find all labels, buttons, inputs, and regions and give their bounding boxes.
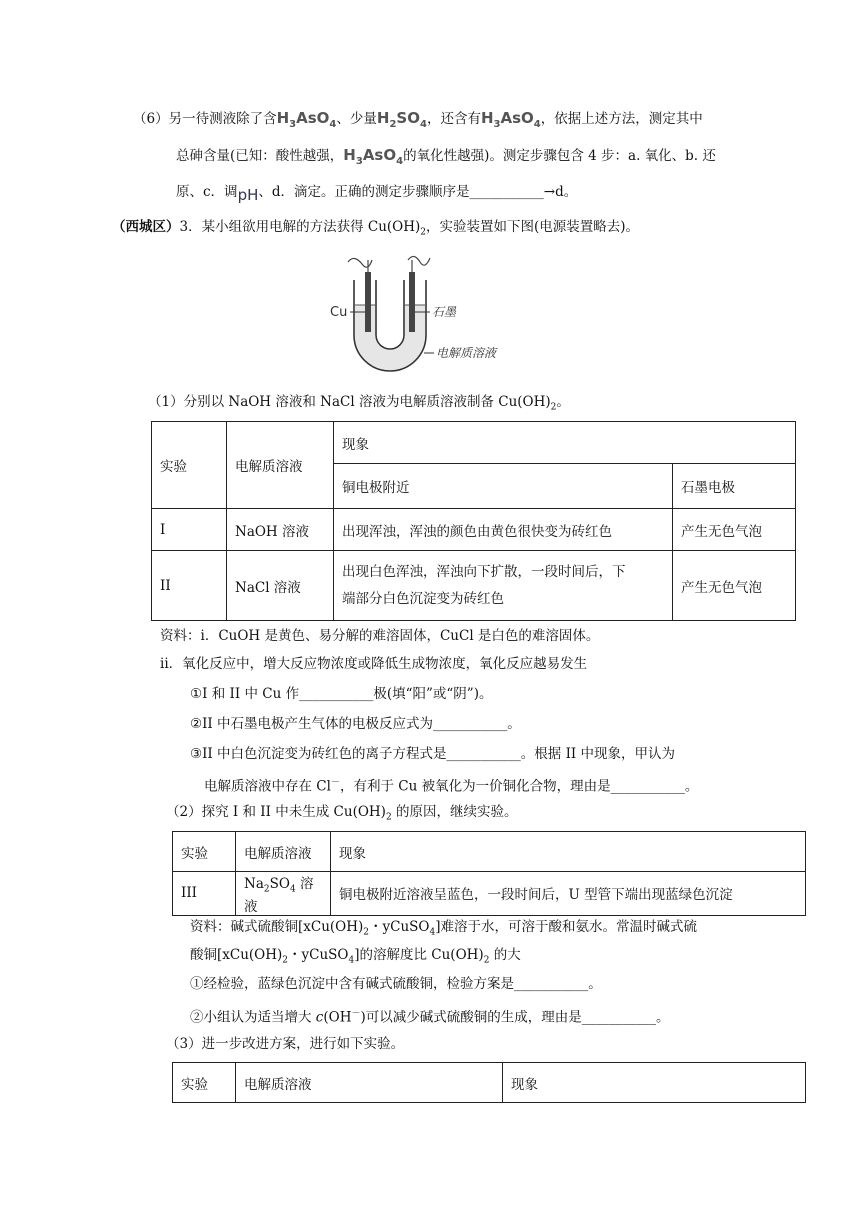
header-phenomenon: 现象: [334, 422, 796, 464]
table-row: I NaOH 溶液 出现浑浊，浑浊的颜色由黄色很快变为砖红色 产生无色气泡: [152, 509, 796, 551]
info-basic-copper-sulfate-2: 酸铜[$xCu(OH)_2$・yCuSO$_4$]的溶解度比 $Cu(OH)_2$ 的大: [190, 947, 521, 966]
electrolysis-apparatus-diagram: [320, 250, 520, 375]
electrolyte-label: 电解质溶液: [436, 346, 497, 360]
q3-intro: （西城区）3．某小组欲用电解的方法获得 $Cu(OH)_2$，实验装置如下图(电源装置略去)。: [112, 219, 640, 238]
header-experiment: 实验: [152, 422, 227, 509]
header-experiment: 实验: [173, 832, 236, 872]
question-1b: ②II 中石墨电极产生气体的电极反应式为___________。: [190, 716, 521, 732]
graphite-electrode-label: 石墨: [432, 305, 457, 319]
header-graphite-electrode: 石墨电极: [673, 464, 796, 509]
formula-h2so4: $H_2SO_4$: [376, 109, 427, 130]
question-2b: ②小组认为适当增大 c(OH－)可以减少碱式硫酸铜的生成，理由是___________。: [190, 1009, 670, 1026]
experiment-table-2: [172, 831, 806, 916]
part2-title: （2）探究 I 和 II 中未生成 $Cu(OH)_2$ 的原因，继续实验。: [166, 804, 518, 823]
formula-h3aso4: $H_3AsO_4$: [276, 109, 337, 130]
info-i: 资料：i．CuOH 是黄色、易分解的难溶固体，CuCl 是白色的难溶固体。: [160, 628, 600, 644]
question-1c-line1: ③II 中白色沉淀变为砖红色的离子方程式是___________。根据 II 中现象，甲认为: [190, 746, 676, 762]
formula-h3aso4: $H_3AsO_4$: [343, 146, 404, 167]
header-phenomenon: 现象: [331, 832, 806, 872]
q6-line-2: 总砷含量(已知：酸性越强，$H_3AsO_4$的氧化性越强)。测定步骤包含 4 步：a. 氧化、b. 还: [176, 146, 716, 167]
header-electrolyte: 电解质溶液: [236, 1063, 503, 1103]
question-2a: ①经检验，蓝绿色沉淀中含有碱式硫酸铜，检验方案是___________。: [190, 976, 602, 992]
header-electrolyte: 电解质溶液: [227, 422, 334, 509]
q6-line-1: （6）另一待测液除了含$H_3AsO_4$、少量$H_2SO_4$，还含有$H_3AsO_4$，依据上述方法，测定其中: [133, 109, 703, 130]
part1-title: （1）分别以 NaOH 溶液和 NaCl 溶液为电解质溶液制备 $Cu(OH)_2$。: [148, 394, 570, 413]
header-phenomenon: 现象: [503, 1063, 806, 1103]
cu-electrode-label: Cu: [330, 305, 348, 320]
ph-symbol: pH: [237, 186, 259, 204]
question-1a: ①I 和 II 中 Cu 作___________极(填“阳”或“阴”)。: [190, 686, 493, 702]
table-row: II NaCl 溶液 出现白色浑浊，浑浊向下扩散，一段时间后，下 端部分白色沉淀变为砖红色 产生无色气泡: [152, 551, 796, 621]
header-experiment: 实验: [173, 1063, 236, 1103]
table-row: III $Na_2SO_4$ 溶液 铜电极附近溶液呈蓝色，一段时间后，U 型管下端出现蓝绿色沉淀: [173, 872, 806, 916]
info-basic-copper-sulfate-1: 资料：碱式硫酸铜[$xCu(OH)_2$・yCuSO$_4$]难溶于水，可溶于酸和氨水。常温时碱式硫: [190, 919, 697, 938]
formula-h3aso4: $H_3AsO_4$: [480, 109, 541, 130]
info-ii: ii．氧化反应中，增大反应物浓度或降低生成物浓度，氧化反应越易发生: [160, 656, 588, 672]
experiment-table-1: [151, 421, 796, 621]
q6-line-3: 原、c．调pH、d．滴定。正确的测定步骤顺序是___________→d。: [176, 184, 578, 204]
experiment-table-3: [172, 1062, 806, 1103]
part3-title: （3）进一步改进方案，进行如下实验。: [166, 1036, 405, 1052]
header-cu-electrode: 铜电极附近: [334, 464, 673, 509]
header-electrolyte: 电解质溶液: [236, 832, 331, 872]
question-1c-line2: 电解质溶液中存在 Cl－，有利于 Cu 被氧化为一价铜化合物，理由是___________。: [204, 778, 699, 795]
